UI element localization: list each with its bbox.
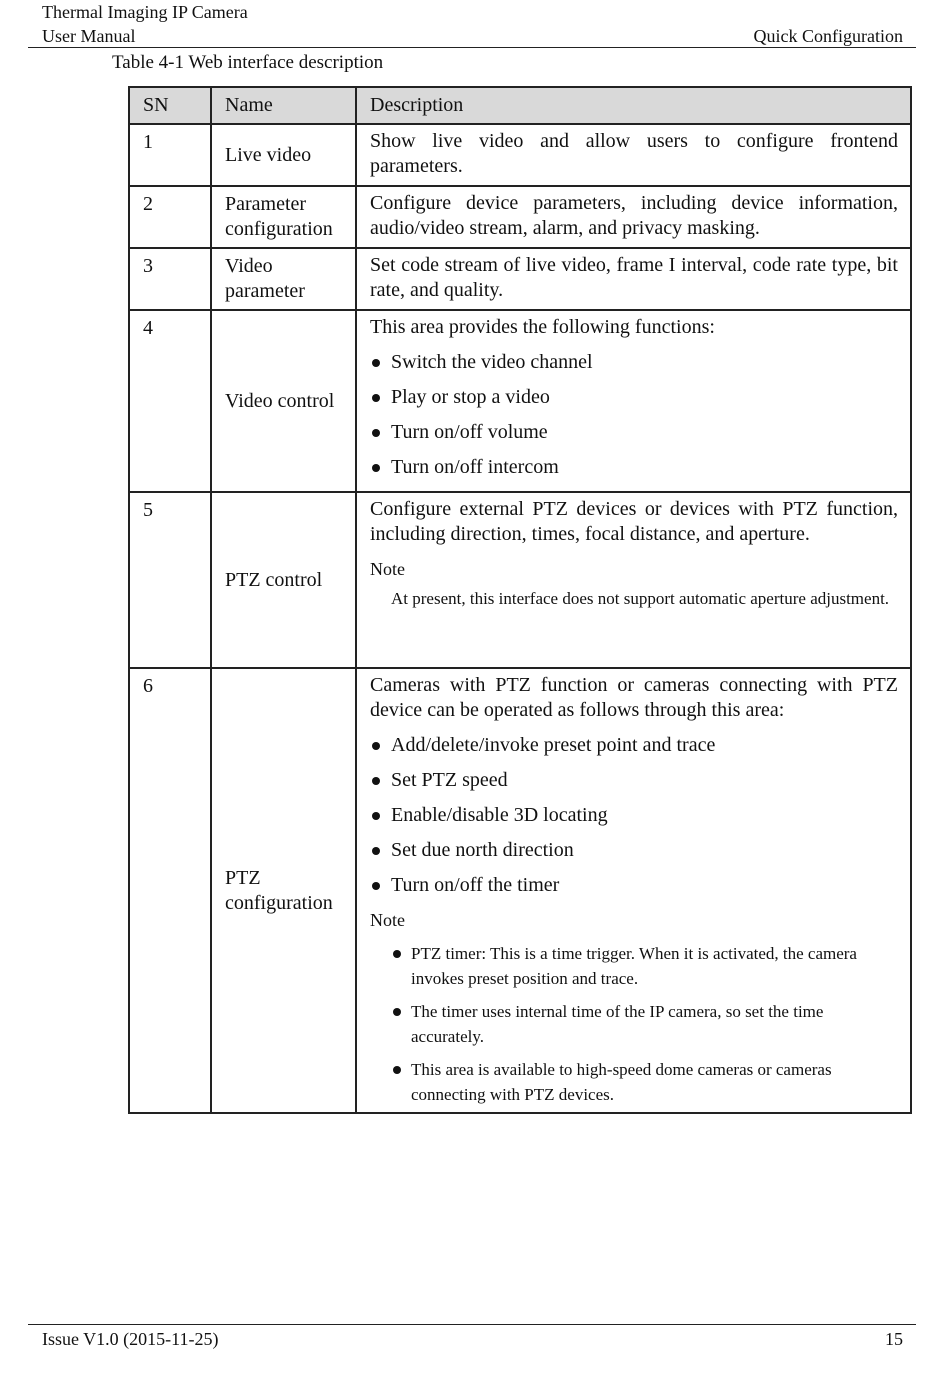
list-item: Set due north direction [370,838,898,863]
note-item: This area is available to high-speed dome cameras or cameras connecting with PTZ devices. [391,1057,898,1107]
description-intro: Cameras with PTZ function or cameras connecting with PTZ device can be operated as follows through this area: [370,674,898,721]
note-text: At present, this interface does not support automatic aperture adjustment. [391,589,890,608]
cell-name: Parameter configuration [211,186,356,248]
cell-name: PTZ configuration [211,668,356,1113]
cell-sn: 4 [129,310,211,492]
header-manual-title: User Manual [42,26,136,46]
function-list [370,733,898,898]
table-header-row [129,87,911,124]
table-row [129,492,911,668]
cell-sn: 3 [129,248,211,310]
cell-description [356,668,911,1113]
header-divider [28,47,916,48]
header-product-title: Thermal Imaging IP Camera [42,2,248,22]
document-header [42,0,248,48]
table-row [129,248,911,310]
web-interface-table [128,86,912,1114]
cell-name: PTZ control [211,492,356,668]
list-item: Switch the video channel [370,350,898,375]
note-list [370,941,898,1107]
table-row [129,668,911,1113]
footer-divider [28,1324,916,1325]
note-label: Note [370,559,405,579]
list-item: Turn on/off intercom [370,455,898,480]
header-section-title: Quick Configuration [753,26,903,46]
list-item: Turn on/off volume [370,420,898,445]
cell-description: Configure external PTZ devices or devices with PTZ function, including direction, times, focal distance, and aperture. Note At present, this interface does not support automatic aperture adjustment. [356,492,911,668]
list-item: Turn on/off the timer [370,873,898,898]
cell-description: Set code stream of live video, frame I interval, code rate type, bit rate, and quality. [356,248,911,310]
cell-name: Live video [211,124,356,186]
list-item: Play or stop a video [370,385,898,410]
table-caption: Table 4-1 Web interface description [112,52,384,73]
table-row [129,310,911,492]
list-item: Enable/disable 3D locating [370,803,898,828]
list-item: Add/delete/invoke preset point and trace [370,733,898,758]
cell-description: Configure device parameters, including device information, audio/video stream, alarm, and privacy masking. [356,186,911,248]
column-header-sn: SN [129,87,211,124]
cell-sn: 5 [129,492,211,668]
cell-sn: 1 [129,124,211,186]
column-header-name: Name [211,87,356,124]
note-item: The timer uses internal time of the IP camera, so set the time accurately. [391,999,898,1049]
column-header-description: Description [356,87,911,124]
list-item: Set PTZ speed [370,768,898,793]
footer-issue: Issue V1.0 (2015-11-25) [42,1329,219,1349]
note-label: Note [370,910,405,930]
cell-name: Video control [211,310,356,492]
description-intro: This area provides the following functions: [370,316,715,338]
cell-description: Show live video and allow users to configure frontend parameters. [356,124,911,186]
table-row [129,124,911,186]
cell-description [356,310,911,492]
cell-name: Video parameter [211,248,356,310]
note-item: PTZ timer: This is a time trigger. When it is activated, the camera invokes preset position and trace. [391,941,898,991]
cell-sn: 2 [129,186,211,248]
function-list [370,350,898,480]
page-number: 15 [885,1329,903,1349]
table-row [129,186,911,248]
cell-sn: 6 [129,668,211,1113]
